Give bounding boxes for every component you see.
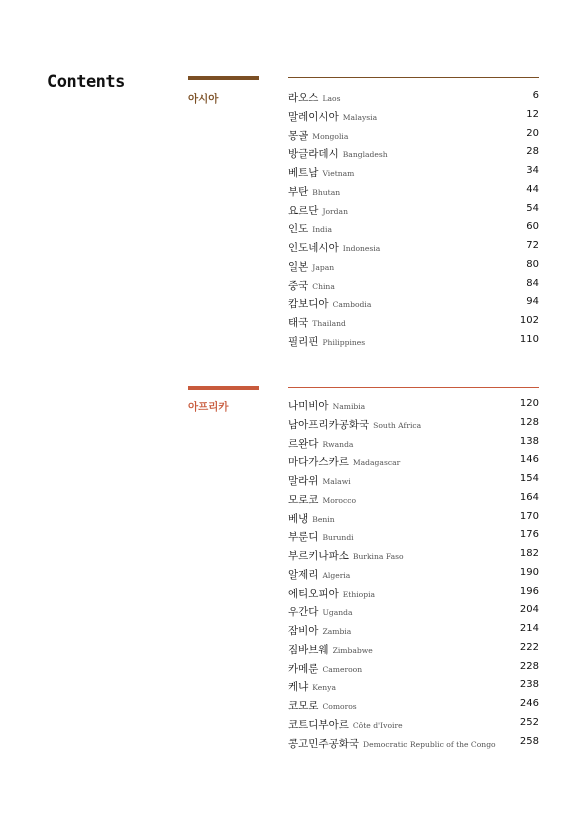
entry-korean-name: 남아프리카공화국 (288, 418, 370, 431)
entry-page-number: 84 (526, 277, 539, 289)
entry-english-name: Jordan (322, 206, 348, 216)
entry-english-name: Zambia (322, 627, 352, 636)
entry-page-number: 246 (519, 698, 539, 709)
entry-korean-name: 알제리 (288, 568, 319, 581)
entry-english-name: Laos (322, 94, 341, 103)
entry-page-number: 28 (526, 146, 539, 158)
entry-english-name: China (312, 281, 335, 291)
entry-korean-name: 중국 (288, 279, 309, 292)
entry-korean-name: 요르단 (288, 204, 319, 217)
toc-entry[interactable] (288, 275, 539, 294)
entry-korean-name: 에티오피아 (288, 587, 339, 600)
entry-korean-name: 베냉 (288, 512, 309, 525)
entry-english-name: Malaysia (342, 112, 378, 122)
entry-korean-name: 부룬디 (288, 531, 319, 544)
entry-english-name: Indonesia (342, 244, 381, 253)
section-divider (288, 387, 539, 388)
toc-entry[interactable] (288, 312, 539, 331)
toc-entry[interactable] (288, 256, 539, 275)
toc-entry[interactable] (288, 293, 539, 312)
section-accent-bar (188, 76, 259, 80)
toc-entry[interactable] (288, 714, 539, 733)
entry-korean-name: 코모로 (288, 700, 319, 712)
toc-entry[interactable] (288, 106, 539, 125)
toc-entry[interactable] (288, 601, 539, 620)
entry-page-number: 258 (519, 735, 539, 747)
section-accent-bar (188, 386, 259, 390)
toc-entry[interactable] (288, 433, 539, 452)
entry-english-name: India (312, 225, 333, 235)
entry-korean-name: 일본 (288, 260, 309, 273)
entry-page-number: 146 (519, 454, 539, 466)
entry-page-number: 54 (526, 202, 539, 214)
toc-entry[interactable] (288, 526, 539, 545)
entry-korean-name: 말라위 (288, 475, 319, 487)
toc-entry[interactable] (288, 564, 539, 583)
entry-korean-name: 방글라데시 (288, 148, 339, 161)
entry-english-name: Rwanda (322, 439, 354, 449)
toc-entry[interactable] (288, 143, 539, 162)
entry-english-name: Democratic Republic of the Congo (363, 739, 496, 749)
entry-page-number: 228 (519, 660, 539, 672)
toc-entry[interactable] (288, 451, 539, 470)
entry-page-number: 6 (532, 90, 539, 101)
entry-english-name: Namibia (332, 402, 366, 411)
entry-english-name: Uganda (322, 608, 353, 618)
entry-page-number: 60 (526, 221, 539, 233)
entry-page-number: 20 (526, 127, 539, 139)
entry-korean-name: 베트남 (288, 167, 319, 179)
entry-english-name: Malawi (322, 477, 351, 486)
toc-entry[interactable] (288, 545, 539, 564)
section-label-africa: 아프리카 (188, 401, 229, 413)
entry-korean-name: 캄보디아 (288, 298, 329, 311)
entry-english-name: Côte d'Ivoire (352, 720, 403, 730)
entry-korean-name: 짐바브웨 (288, 643, 329, 656)
toc-entry[interactable] (288, 414, 539, 433)
entry-korean-name: 카메룬 (288, 662, 319, 675)
entry-korean-name: 인도 (288, 223, 309, 236)
entry-english-name: Kenya (312, 683, 336, 693)
section-divider (288, 77, 539, 78)
entry-korean-name: 마다가스카르 (288, 456, 349, 469)
toc-list-asia (288, 87, 539, 350)
toc-entry[interactable] (288, 162, 539, 181)
entry-english-name: Morocco (322, 495, 357, 505)
entry-page-number: 80 (526, 258, 539, 270)
toc-entry[interactable] (288, 658, 539, 677)
entry-english-name: Comoros (322, 702, 357, 711)
entry-english-name: Algeria (322, 570, 351, 580)
entry-english-name: Zimbabwe (332, 645, 373, 655)
entry-page-number: 72 (526, 240, 539, 251)
entry-page-number: 164 (519, 491, 539, 503)
entry-korean-name: 케냐 (288, 681, 309, 694)
entry-english-name: Burkina Faso (352, 552, 404, 561)
toc-entry[interactable] (288, 639, 539, 658)
entry-page-number: 138 (519, 435, 539, 447)
entry-english-name: Cameroon (322, 664, 363, 674)
entry-korean-name: 나미비아 (288, 400, 329, 412)
toc-entry[interactable] (288, 620, 539, 639)
entry-korean-name: 부르키나파소 (288, 550, 349, 562)
entry-page-number: 120 (519, 398, 539, 409)
toc-entry[interactable] (288, 218, 539, 237)
entry-page-number: 170 (519, 510, 539, 522)
entry-korean-name: 코트디부아르 (288, 718, 349, 731)
entry-page-number: 94 (526, 296, 539, 308)
entry-english-name: Philippines (322, 337, 366, 347)
toc-entry[interactable] (288, 237, 539, 256)
toc-entry[interactable] (288, 733, 539, 752)
entry-page-number: 182 (519, 548, 539, 559)
entry-english-name: Benin (312, 514, 335, 524)
toc-entry[interactable] (288, 331, 539, 350)
toc-entry[interactable] (288, 470, 539, 489)
entry-korean-name: 잠비아 (288, 625, 319, 637)
entry-english-name: Madagascar (352, 458, 401, 468)
toc-entry[interactable] (288, 508, 539, 527)
entry-page-number: 154 (519, 473, 539, 484)
entry-english-name: Bhutan (312, 187, 341, 197)
entry-english-name: Vietnam (322, 169, 355, 178)
page-title: Contents (47, 72, 125, 92)
entry-page-number: 204 (519, 604, 539, 616)
entry-english-name: Mongolia (312, 131, 349, 141)
toc-entry[interactable] (288, 489, 539, 508)
entry-korean-name: 콩고민주공화국 (288, 737, 360, 750)
toc-entry[interactable] (288, 87, 539, 106)
entry-page-number: 196 (519, 585, 539, 597)
toc-entry[interactable] (288, 676, 539, 695)
entry-korean-name: 부탄 (288, 185, 309, 198)
entry-english-name: Burundi (322, 533, 354, 543)
entry-page-number: 44 (526, 183, 539, 195)
section-label-asia: 아시아 (188, 93, 219, 105)
entry-english-name: Thailand (312, 319, 346, 328)
toc-entry[interactable] (288, 695, 539, 714)
entry-page-number: 176 (519, 529, 539, 541)
entry-page-number: 190 (519, 566, 539, 578)
entry-page-number: 34 (526, 165, 539, 176)
entry-english-name: South Africa (373, 420, 422, 430)
entry-korean-name: 모로코 (288, 493, 319, 506)
entry-korean-name: 르완다 (288, 437, 319, 450)
entry-english-name: Ethiopia (342, 589, 376, 599)
entry-korean-name: 몽골 (288, 129, 309, 142)
entry-page-number: 12 (526, 108, 539, 120)
entry-page-number: 110 (519, 333, 539, 345)
toc-entry[interactable] (288, 200, 539, 219)
entry-page-number: 238 (519, 679, 539, 691)
entry-korean-name: 라오스 (288, 92, 319, 104)
entry-korean-name: 태국 (288, 317, 309, 329)
entry-page-number: 128 (519, 416, 539, 428)
entry-page-number: 102 (519, 315, 539, 326)
toc-entry[interactable] (288, 125, 539, 144)
toc-entry[interactable] (288, 181, 539, 200)
entry-english-name: Cambodia (332, 300, 372, 310)
toc-entry[interactable] (288, 395, 539, 414)
entry-english-name: Japan (312, 262, 335, 272)
entry-english-name: Bangladesh (342, 150, 388, 160)
toc-list-africa (288, 395, 539, 751)
entry-korean-name: 필리핀 (288, 335, 319, 348)
entry-korean-name: 우간다 (288, 606, 319, 619)
entry-page-number: 214 (519, 623, 539, 634)
entry-page-number: 222 (519, 641, 539, 653)
toc-entry[interactable] (288, 583, 539, 602)
entry-korean-name: 말레이시아 (288, 110, 339, 123)
entry-page-number: 252 (519, 716, 539, 728)
entry-korean-name: 인도네시아 (288, 242, 339, 254)
